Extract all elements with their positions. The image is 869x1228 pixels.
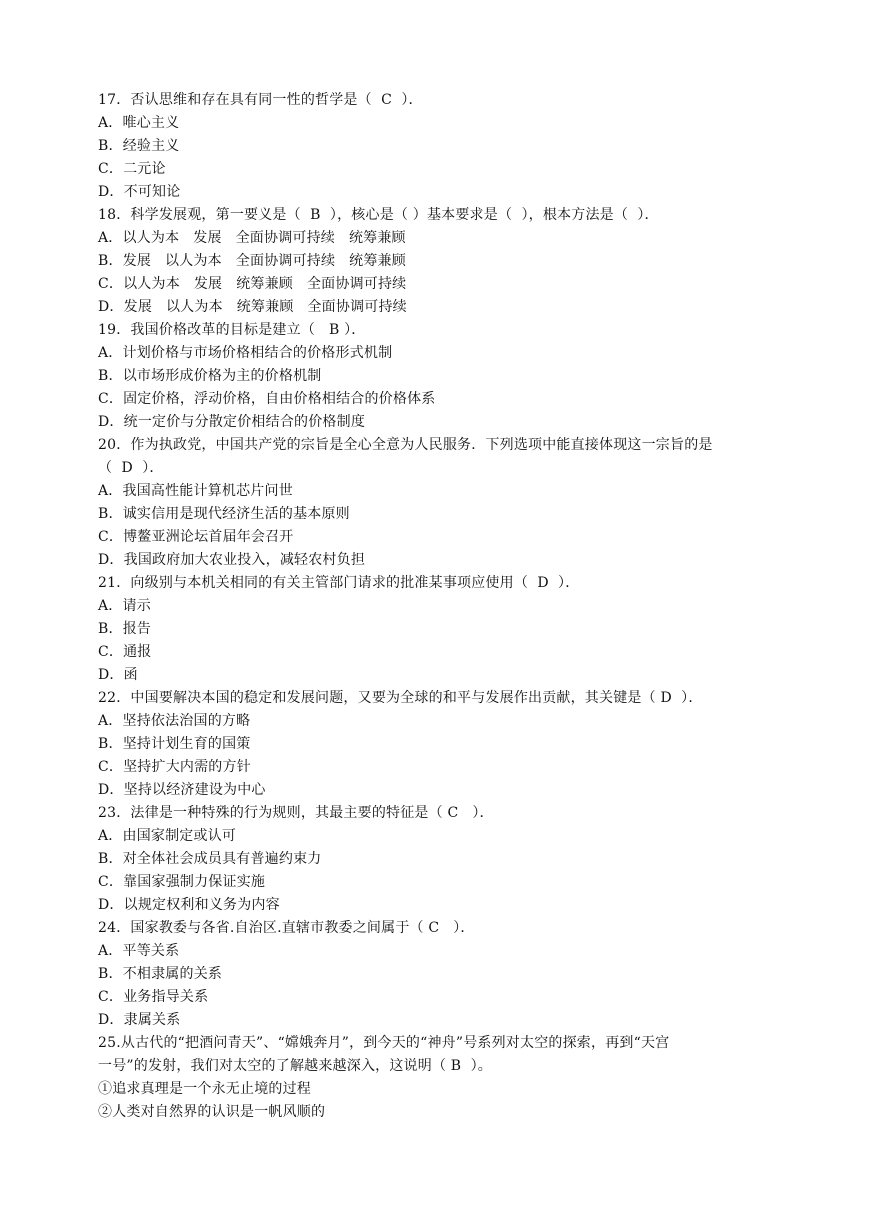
text-line: 21．向级别与本机关相同的有关主管部门请求的批准某事项应使用（ D ）． [98, 575, 580, 591]
text-line: ①追求真理是一个永无止境的过程 [98, 1081, 311, 1097]
question-list [98, 89, 788, 1124]
text-line: 25.从古代的“把酒问青天”、“嫦娥奔月”，到今天的“神舟”号系列对太空的探索，再到“天宫 [98, 1035, 670, 1051]
text-line: C．二元论 [98, 161, 166, 177]
text-line: C．博鳌亚洲论坛首届年会召开 [98, 529, 294, 545]
text-line: A．计划价格与市场价格相结合的价格形式机制 [98, 345, 393, 361]
text-line: 19．我国价格改革的目标是建立（ B ）． [98, 322, 366, 338]
text-line: D．不可知论 [98, 184, 181, 200]
text-line: 24．国家教委与各省.自治区.直辖市教委之间属于（ C ）． [98, 920, 475, 936]
text-line: 18．科学发展观，第一要义是（ B ），核心是（ ）基本要求是（ ），根本方法是（ ）． [98, 207, 659, 223]
text-line: D．我国政府加大农业投入，减轻农村负担 [98, 552, 366, 568]
text-line: C．业务指导关系 [98, 989, 209, 1005]
text-line: C．坚持扩大内需的方针 [98, 759, 251, 775]
text-line: D．统一定价与分散定价相结合的价格制度 [98, 414, 366, 430]
text-line: 17．否认思维和存在具有同一性的哲学是（ C ）． [98, 92, 423, 108]
text-line: B．不相隶属的关系 [98, 966, 223, 982]
text-line: 20．作为执政党，中国共产党的宗旨是全心全意为人民服务．下列选项中能直接体现这一宗旨的是 [98, 437, 713, 453]
text-line: A．平等关系 [98, 943, 180, 959]
text-line: D．隶属关系 [98, 1012, 181, 1028]
text-line: A．我国高性能计算机芯片问世 [98, 483, 293, 499]
text-line: C．以人为本 发展 统筹兼顾 全面协调可持续 [98, 276, 407, 292]
text-line: ②人类对自然界的认识是一帆风顺的 [98, 1104, 326, 1120]
text-line: B．报告 [98, 621, 152, 637]
text-line: C．固定价格，浮动价格，自由价格相结合的价格体系 [98, 391, 436, 407]
text-line: A．以人为本 发展 全面协调可持续 统筹兼顾 [98, 230, 406, 246]
text-line: B．经验主义 [98, 138, 180, 154]
text-line: D．坚持以经济建设为中心 [98, 782, 266, 798]
text-line: B．发展 以人为本 全面协调可持续 统筹兼顾 [98, 253, 406, 269]
text-line: 22．中国要解决本国的稳定和发展问题，又要为全球的和平与发展作出贡献，其关键是（ D ）． [98, 690, 703, 706]
text-line: D．函 [98, 667, 138, 683]
text-line: A．由国家制定或认可 [98, 828, 237, 844]
text-line: A．请示 [98, 598, 151, 614]
text-line: B．坚持计划生育的国策 [98, 736, 251, 752]
text-line: B．诚实信用是现代经济生活的基本原则 [98, 506, 350, 522]
text-line: D．以规定权利和义务为内容 [98, 897, 280, 913]
text-line: B．对全体社会成员具有普遍约束力 [98, 851, 322, 867]
text-line: 23．法律是一种特殊的行为规则，其最主要的特征是（ C ）． [98, 805, 494, 821]
text-line: A．唯心主义 [98, 115, 180, 131]
text-line: 一号”的发射，我们对太空的了解越来越深入，这说明（ B ）。 [98, 1058, 492, 1074]
text-line: B．以市场形成价格为主的价格机制 [98, 368, 322, 384]
text-line: （ D ）． [98, 460, 164, 476]
text-line: C．靠国家强制力保证实施 [98, 874, 266, 890]
text-line: D．发展 以人为本 统筹兼顾 全面协调可持续 [98, 299, 407, 315]
text-line: C．通报 [98, 644, 152, 660]
text-line: A．坚持依法治国的方略 [98, 713, 251, 729]
